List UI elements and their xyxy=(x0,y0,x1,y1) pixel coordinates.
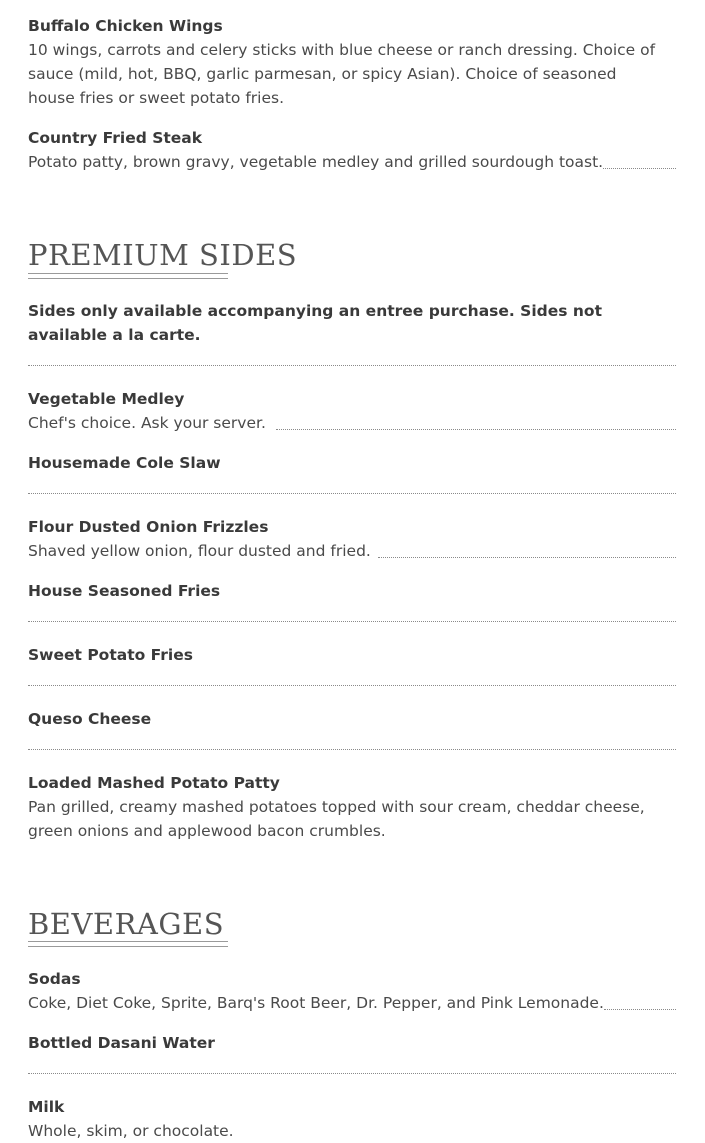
menu-item-description: 10 wings, carrots and celery sticks with blue cheese or ranch dressing. Choice of sauce (mild, hot, BBQ, garlic parmesan, or spicy Asian). Choice of seasoned house fries or sweet potato fries. xyxy=(28,41,656,107)
menu-item-name: Sodas xyxy=(28,970,81,988)
menu-item-name: Housemade Cole Slaw xyxy=(28,454,221,472)
menu-item-description: Coke, Diet Coke, Sprite, Barq's Root Beer, Dr. Pepper, and Pink Lemonade. xyxy=(28,994,604,1012)
section-title-underline xyxy=(28,941,228,947)
divider-dots xyxy=(28,685,676,686)
menu-item-name: Vegetable Medley xyxy=(28,390,185,408)
price-leader-dots xyxy=(603,168,676,169)
divider-dots xyxy=(28,365,676,366)
divider-dots xyxy=(28,493,676,494)
section-title: BEVERAGES xyxy=(28,907,225,941)
price-leader-dots xyxy=(604,1009,676,1010)
menu-item-name: House Seasoned Fries xyxy=(28,582,221,600)
menu-item-description: Shaved yellow onion, flour dusted and fried. xyxy=(28,542,371,560)
menu-item-name: Queso Cheese xyxy=(28,710,152,728)
section-title-underline xyxy=(28,273,228,279)
section-title: PREMIUM SIDES xyxy=(28,238,298,272)
menu-item-description: Pan grilled, creamy mashed potatoes topped with sour cream, cheddar cheese, green onions and applewood bacon crumbles. xyxy=(28,798,645,840)
menu-item-name: Buffalo Chicken Wings xyxy=(28,17,223,35)
menu-item-name: Country Fried Steak xyxy=(28,129,203,147)
divider-dots xyxy=(28,749,676,750)
menu-item-description: Chef's choice. Ask your server. xyxy=(28,414,266,432)
menu-item-description: Whole, skim, or chocolate. xyxy=(28,1122,234,1140)
price-leader-dots xyxy=(276,429,676,430)
menu-item-name: Loaded Mashed Potato Patty xyxy=(28,774,280,792)
section-note: Sides only available accompanying an entree purchase. Sides not available a la carte. xyxy=(28,302,602,344)
divider-dots xyxy=(28,1073,676,1074)
menu-item-description: Potato patty, brown gravy, vegetable medley and grilled sourdough toast. xyxy=(28,153,604,171)
menu-item-name: Sweet Potato Fries xyxy=(28,646,193,664)
divider-dots xyxy=(28,621,676,622)
price-leader-dots xyxy=(378,557,676,558)
menu-item-name: Bottled Dasani Water xyxy=(28,1034,215,1052)
menu-item-name: Flour Dusted Onion Frizzles xyxy=(28,518,269,536)
menu-item-name: Milk xyxy=(28,1098,65,1116)
